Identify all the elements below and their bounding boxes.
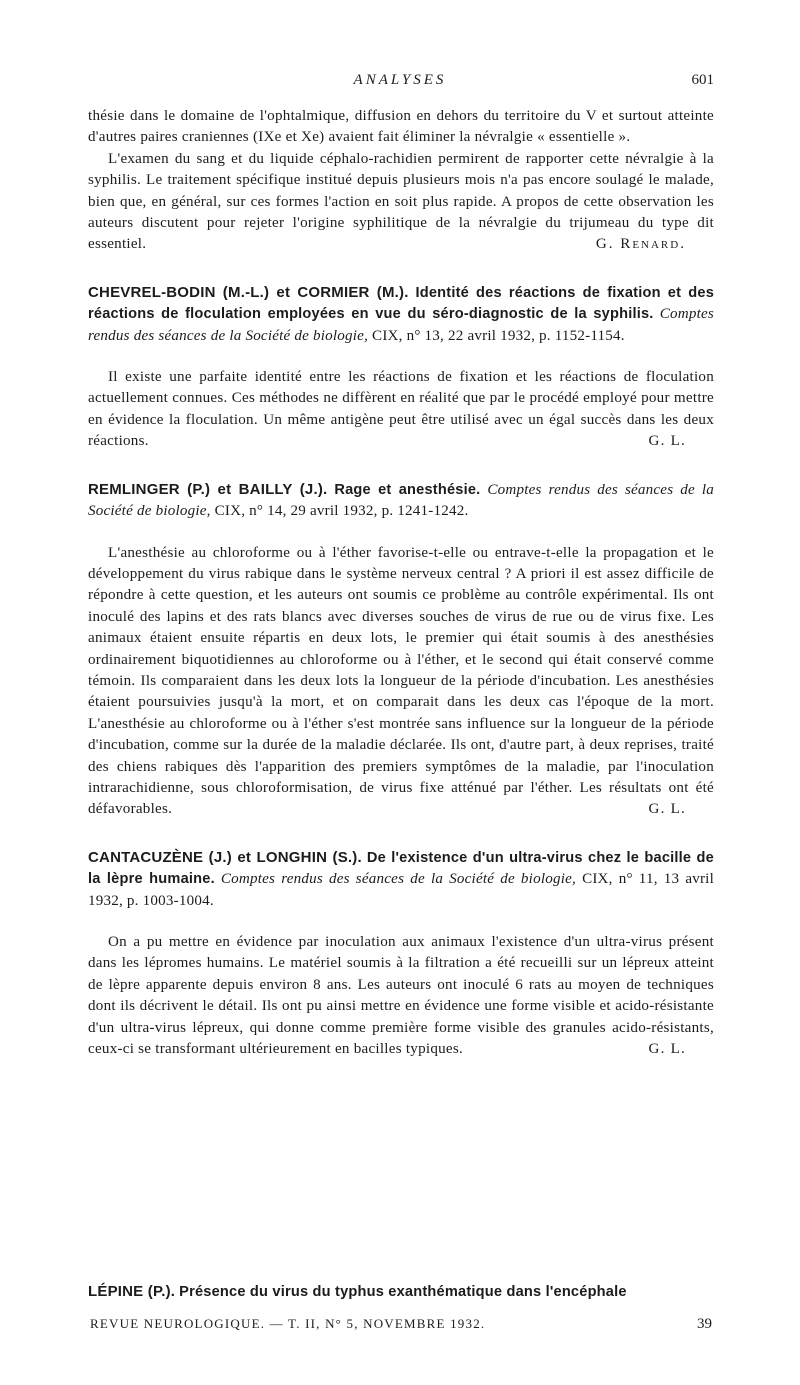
footer-journal: REVUE NEUROLOGIQUE. — T. II, N° 5, NOVEMBRE 1932. <box>90 1316 486 1331</box>
entry-body-text: L'anesthésie au chloroforme ou à l'éther favorise-t-elle ou entrave-t-elle la propagation et le développement du virus rabique dans le système nerveux central ? A priori il est assez difficile de répondre à cette question, et les auteurs ont soumis ce problème au contrôle expérimental. Ils ont inoculé des lapins et des rats blancs avec diverses souches de virus de rue ou de virus fixe. Les animaux étaient ensuite répartis en deux lots, le premier qui était soumis à des anesthésies ordinairement biquotidiennes au chloroforme ou à l'éther, et le second qui était conservé comme témoin. Ils comparaient dans les deux lots la longueur de la période d'incubation. Les anesthésies étaient poursuivies jusqu'à la mort, et on comparait dans les deux cas l'époque de la mort. L'anesthésie au chloroforme ou à l'éther s'est montrée sans influence sur la longueur de la période d'incubation, comme sur la durée de la maladie déclarée. Ils ont, d'autre part, à deux reprises, traité des chiens rabiques dès l'apparition des premiers symptômes de la maladie, par l'inoculation intrarachidienne, sous chloroformisation, de virus fixe atténué par l'éther. Les résultats ont été défavorables. <box>88 544 714 818</box>
page-number: 601 <box>691 72 714 88</box>
entry-body <box>88 932 714 1060</box>
abstract-entry-last <box>88 1281 714 1303</box>
entry-body <box>88 367 714 453</box>
footer-sheet-number: 39 <box>697 1316 712 1332</box>
entry-heading <box>88 847 714 912</box>
abstract-entry <box>88 847 714 1061</box>
intro-paragraph-1: thésie dans le domaine de l'ophtalmique, diffusion en dehors du territoire du V et surtout atteinte d'autres paires craniennes (IXe et Xe) avaient fait éliminer la névralgie « essentielle ». <box>88 108 714 146</box>
entry-heading <box>88 1281 714 1303</box>
entry-title: Présence du virus du typhus exanthématique dans l'encéphale <box>179 1284 627 1300</box>
entry-body <box>88 543 714 821</box>
entry-citation: CIX, n° 11, 13 avril 1932, p. 1003-1004. <box>88 871 714 909</box>
running-title: ANALYSES <box>353 72 447 88</box>
abstract-entry <box>88 479 714 821</box>
entry-citation: CIX, n° 14, 29 avril 1932, p. 1241-1242. <box>214 503 469 520</box>
entry-title: De l'existence d'un ultra-virus chez le bacille de la lèpre humaine. <box>88 849 714 888</box>
entry-journal: Comptes rendus des séances de la Société de biologie, <box>88 306 714 344</box>
entry-authors: CANTACUZÈNE (J.) et LONGHIN (S.). <box>88 848 362 866</box>
spacer <box>88 256 714 282</box>
page-footer <box>90 1316 712 1338</box>
spacer <box>88 912 714 932</box>
entry-journal: Comptes rendus des séances de la Société de biologie, <box>88 481 714 520</box>
spacer <box>88 453 714 479</box>
entry-signature: G. L. <box>648 433 686 450</box>
entry-signature: G. L. <box>648 1041 686 1058</box>
entry-authors: LÉPINE (P.). <box>88 1283 176 1300</box>
entry-body-text: Il existe une parfaite identité entre les réactions de fixation et les réactions de floculation actuellement connues. Ces méthodes ne diffèrent en réalité que par le procédé employé pour mettre en évidence la floculation. Un même antigène peut être utilisé avec un égal succès dans les deux réactions. <box>88 369 714 450</box>
intro-signature: G. Renard. <box>595 236 686 253</box>
entry-body-text: On a pu mettre en évidence par inoculation aux animaux l'existence d'un ultra-virus présent dans les lépromes humains. Le matériel soumis à la filtration a été recueilli sur un lépreux atteint de lèpre apparente depuis environ 8 ans. Les auteurs ont inoculé 6 rats au moyen de techniques dont ils décrivent le détail. Ils ont pu ainsi mettre en évidence une forme visible et acido-résistante d'un ultra-virus lépreux, qui donne comme première forme visible des granules acido-résistants, ceux-ci se transformant ultérieurement en bacilles typiques. <box>88 934 714 1058</box>
entry-journal: Comptes rendus des séances de la Société de biologie, <box>220 871 576 888</box>
spacer <box>88 347 714 367</box>
entry-authors: REMLINGER (P.) et BAILLY (J.). <box>88 480 328 498</box>
spacer <box>88 821 714 847</box>
entry-citation: CIX, n° 13, 22 avril 1932, p. 1152-1154. <box>372 327 625 344</box>
intro-paragraph-2 <box>88 149 714 256</box>
entry-authors: CHEVREL-BODIN (M.-L.) et CORMIER (M.). <box>88 283 409 301</box>
entry-title: Rage et anesthésie. <box>334 481 481 498</box>
entry-title: Identité des réactions de fixation et des réactions de floculation employées en vue du séro-diagnostic de la syphilis. <box>88 284 715 323</box>
spacer <box>88 523 714 543</box>
entry-heading <box>88 282 714 347</box>
abstract-entry <box>88 282 714 453</box>
intro-paragraph-2-text: L'examen du sang et du liquide céphalo-rachidien permirent de rapporter cette névralgie à la syphilis. Le traitement spécifique institué depuis plusieurs mois n'a pas encore soulagé le malade, bien que, en général, sur ces formes l'action en soit plus rapide. A propos de cette observation les auteurs discutent pour rejeter l'origine syphilitique de la névralgie du trijumeau du type dit essentiel. <box>88 150 714 253</box>
page-header <box>0 72 800 96</box>
page-content <box>88 106 714 1060</box>
entry-heading <box>88 479 714 523</box>
entry-signature: G. L. <box>648 801 686 818</box>
